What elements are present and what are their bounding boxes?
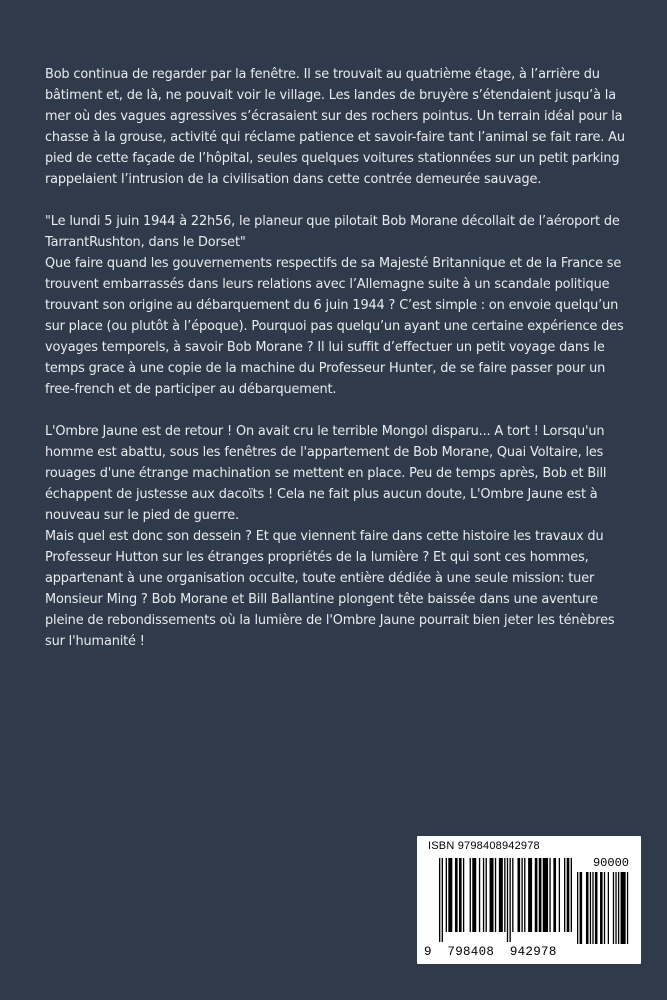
barcode-bar: [442, 858, 443, 942]
barcode-bar: [567, 858, 570, 932]
barcode-bar: [608, 872, 609, 944]
barcode-bar: [618, 872, 619, 944]
ean13-barcode-bars: [439, 858, 573, 944]
barcode-bar: [517, 858, 520, 932]
barcode-bar: [470, 858, 471, 932]
barcode-bar: [521, 858, 522, 932]
barcode-bar: [486, 858, 487, 932]
addon-barcode-bars: [577, 872, 629, 944]
barcode-bar: [627, 872, 628, 944]
barcode-bar: [479, 858, 480, 932]
barcode-bar: [439, 858, 440, 942]
barcode-bar: [499, 858, 503, 932]
barcode-bar: [448, 858, 452, 932]
blurb-paragraph-synopsis-2: L'Ombre Jaune est de retour ! On avait cru le terrible Mongol disparu... A tort ! Lorsqu'un homme est abattu, sous les fenêtres de l'appartement de Bob Morane, Quai Voltaire, les rouages d'une étrange machination se mettent en place. Peu de temps après, Bob et Bill échappent de justesse aux dacoïts ! Cela ne fait plus aucun doute, L'Ombre Jaune est à nouveau sur le pied de guerre.: [45, 424, 611, 523]
barcode-bar: [571, 858, 572, 932]
barcode-bar: [495, 858, 496, 932]
barcode-bar: [559, 858, 560, 932]
barcode-bar: [543, 858, 548, 932]
barcode-bar: [553, 858, 556, 932]
barcode-bar: [483, 858, 484, 932]
barcode-bar: [507, 858, 508, 942]
barcode-bar: [509, 858, 510, 942]
barcode-bar: [613, 872, 614, 944]
barcode-bar: [463, 858, 464, 932]
barcode-bar: [459, 858, 462, 932]
paragraph-spacer: [45, 190, 635, 211]
blurb-paragraph-synopsis-3: Mais quel est donc son dessein ? Et que viennent faire dans cette histoire les travaux du Professeur Hutton sur les étranges propriétés de la lumière ? Et qui sont ces hommes, appartenant à une organisation occulte, toute entière dédiée à une seule mission: tuer Monsieur Ming ? Bob Morane et Bill Ballantine plongent tête baissée dans une aventure pleine de rebondissements où la lumière de l'Ombre Jaune pourrait bien jeter les ténèbres sur l'humanité !: [45, 529, 619, 649]
barcode-bar: [539, 858, 542, 932]
price-code: 90000: [592, 856, 629, 870]
barcode-bar: [600, 872, 603, 944]
blurb-text-block: [45, 64, 635, 652]
barcode-bar: [564, 858, 565, 932]
barcode-bar: [446, 858, 447, 932]
ean-digits: 9 798408 942978: [424, 945, 557, 959]
barcode-bar: [528, 858, 532, 932]
barcode-bar: [512, 858, 513, 932]
blurb-paragraph-synopsis-1: Que faire quand les gouvernements respectifs de sa Majesté Britannique et de la France se trouvent embarrassés dans leurs relations avec l’Allemagne suite à un scandale politique trouvant son origine au débarquement du 6 juin 1944 ? C’est simple : on envoie quelqu’un sur place (ou plutôt à l’époque). Pourquoi pas quelqu’un ayant une certaine expérience des voyages temporels, à savoir Bob Morane ? Il lui suffit d’effectuer un petit voyage dans le temps grace à une copie de la machine du Professeur Hunter, de se faire passer pour un free-french et de participer au débarquement.: [45, 256, 628, 397]
barcode-bar: [592, 872, 593, 944]
barcode-bar: [586, 872, 589, 944]
barcode-bar: [524, 858, 525, 932]
barcode-bar: [455, 858, 458, 932]
barcode-bar: [472, 858, 476, 932]
barcode-bar: [604, 872, 605, 944]
isbn-label: ISBN 9798408942978: [428, 840, 540, 852]
blurb-paragraph-quote: "Le lundi 5 juin 1944 à 22h56, le planeur que pilotait Bob Morane décollait de l’aéroport de TarrantRushton, dans le Dorset": [45, 214, 624, 250]
barcode-bar: [621, 872, 626, 944]
barcode-bar: [595, 872, 598, 944]
isbn-barcode-box: [417, 836, 641, 964]
barcode-bar: [549, 858, 550, 932]
barcode-bar: [577, 872, 578, 944]
paragraph-spacer: [45, 400, 635, 421]
blurb-paragraph-excerpt-1: Bob continua de regarder par la fenêtre. Il se trouvait au quatrième étage, à l’arrière du bâtiment et, de là, ne pouvait voir le village. Les landes de bruyère s’étendaient jusqu’à la mer où des vagues agressives s’écrasaient sur des rochers pointus. Un terrain idéal pour la chasse à la grouse, activité qui réclame patience et savoir-faire tant l’animal se fait rare. Au pied de cette façade de l’hôpital, seules quelques voitures stationnées sur un petit parking rappelaient l’intrusion de la civilisation dans cette contrée demeurée sauvage.: [45, 67, 629, 187]
barcode-bar: [615, 872, 616, 944]
barcode-bar: [535, 858, 538, 932]
barcode-bar: [490, 858, 494, 932]
barcode-bar: [504, 858, 505, 932]
barcode-bar: [590, 872, 591, 944]
barcode-bar: [580, 872, 583, 944]
